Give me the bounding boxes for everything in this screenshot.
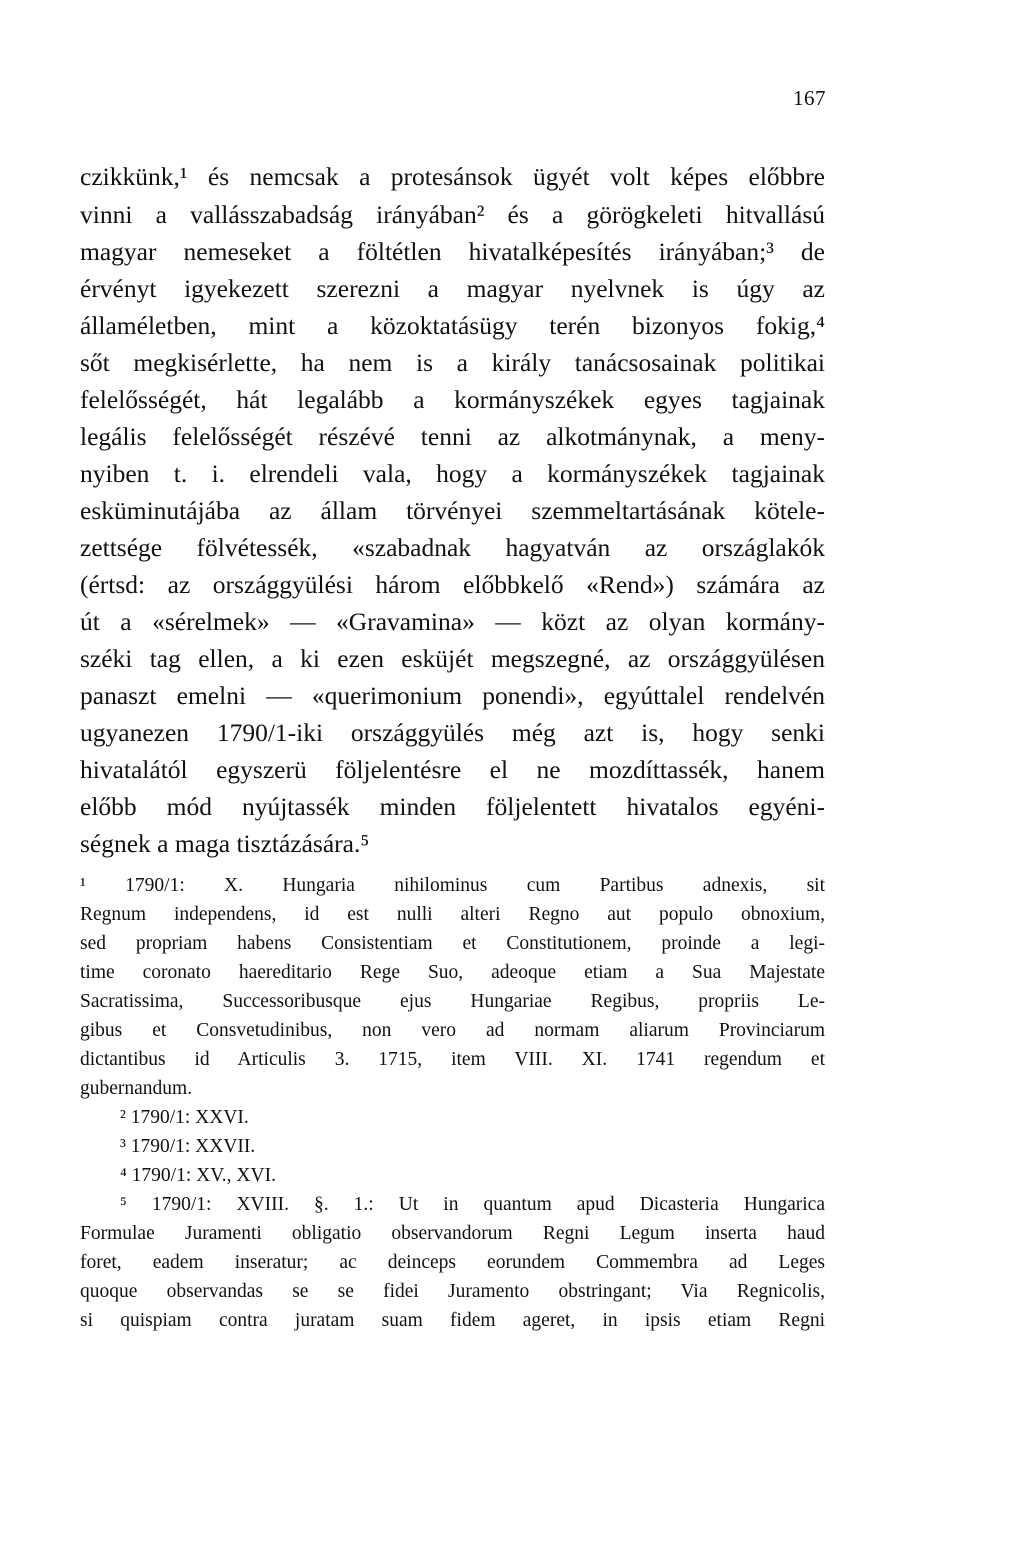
body-line: érvényt igyekezett szerezni a magyar nyelvnek is úgy az [80, 274, 825, 303]
body-line: sőt megkisérlette, ha nem is a király tanácsosainak politikai [80, 348, 825, 377]
footnote-line: ² 1790/1: XXVI. [120, 1107, 249, 1128]
footnote-line: quoque observandas se se fidei Juramento obstringant; Via Regnicolis, [80, 1281, 825, 1302]
page-number: 167 [793, 86, 826, 110]
body-line: czikkünk,¹ és nemcsak a protesánsok ügyét volt képes előbbre [80, 162, 825, 191]
footnote-line: ¹ 1790/1: X. Hungaria nihilominus cum Partibus adnexis, sit [80, 875, 825, 896]
body-line: előbb mód nyújtassék minden följelentett hivatalos egyéni- [80, 792, 825, 821]
footnote-line: foret, eadem inseratur; ac deinceps eorundem Commembra ad Leges [80, 1252, 825, 1273]
footnote-line: si quispiam contra juratam suam fidem ageret, in ipsis etiam Regni [80, 1310, 825, 1331]
footnote-line: ³ 1790/1: XXVII. [120, 1136, 256, 1157]
body-line: széki tag ellen, a ki ezen esküjét megszegné, az országgyülésen [80, 644, 825, 673]
body-line: ugyanezen 1790/1-iki országgyülés még azt is, hogy senki [80, 718, 825, 747]
footnote-line: Formulae Juramenti obligatio observandorum Regni Legum inserta haud [80, 1223, 825, 1244]
footnote-line: Sacratissima, Successoribusque ejus Hungariae Regibus, propriis Le- [80, 991, 825, 1012]
body-line: zettsége fölvétessék, «szabadnak hagyatván az országlakók [80, 533, 825, 562]
body-line: ségnek a maga tisztázására.⁵ [80, 829, 370, 858]
body-line: államéletben, mint a közoktatásügy terén bizonyos fokig,⁴ [80, 311, 825, 340]
footnote-line: ⁵ 1790/1: XVIII. §. 1.: Ut in quantum apud Dicasteria Hungarica [120, 1194, 825, 1215]
body-line: esküminutájába az állam törvényei szemmeltartásának kötele- [80, 496, 825, 525]
footnote-line: gibus et Consvetudinibus, non vero ad normam aliarum Provinciarum [80, 1020, 825, 1041]
footnote-line: dictantibus id Articulis 3. 1715, item VIII. XI. 1741 regendum et [80, 1049, 825, 1070]
body-line: panaszt emelni — «querimonium ponendi», egyúttalel rendelvén [80, 681, 825, 710]
body-line: (értsd: az országgyülési három előbbkelő «Rend») számára az [80, 570, 825, 599]
footnote-line: time coronato haereditario Rege Suo, adeoque etiam a Sua Majestate [80, 962, 825, 983]
footnote-line: sed propriam habens Consistentiam et Constitutionem, proinde a legi- [80, 933, 825, 954]
footnote-line: gubernandum. [80, 1078, 193, 1099]
footnote-line: Regnum independens, id est nulli alteri Regno aut populo obnoxium, [80, 904, 825, 925]
body-line: hivatalától egyszerü följelentésre el ne mozdíttassék, hanem [80, 755, 825, 784]
body-line: út a «sérelmek» — «Gravamina» — közt az olyan kormány- [80, 607, 825, 636]
body-line: nyiben t. i. elrendeli vala, hogy a kormányszékek tagjainak [80, 459, 825, 488]
body-line: felelősségét, hát legalább a kormányszékek egyes tagjainak [80, 385, 825, 414]
body-line: magyar nemeseket a föltétlen hivatalképesítés irányában;³ de [80, 237, 825, 266]
body-line: legális felelősségét részévé tenni az alkotmánynak, a meny- [80, 422, 825, 451]
footnote-line: ⁴ 1790/1: XV., XVI. [120, 1165, 276, 1186]
body-line: vinni a vallásszabadság irányában² és a görögkeleti hitvallású [80, 200, 825, 229]
